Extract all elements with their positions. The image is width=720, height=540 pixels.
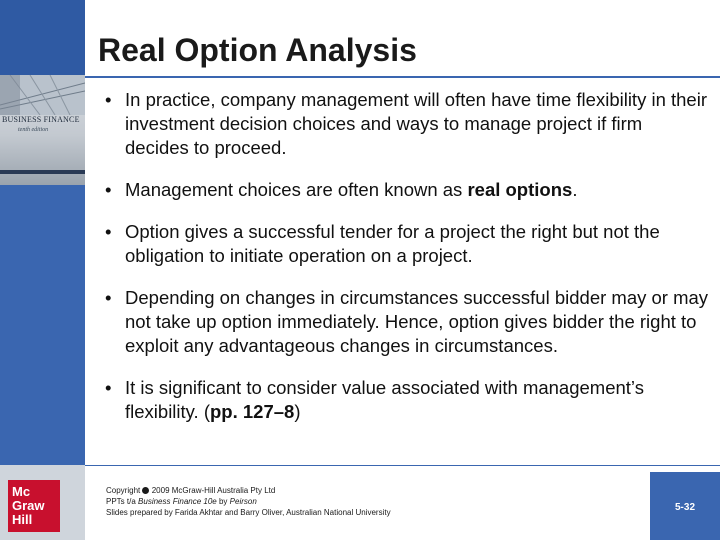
bullet-text-end: .	[572, 179, 578, 200]
bullet-marker: •	[105, 287, 112, 308]
bullet-emphasis: real options	[467, 179, 573, 200]
ppts-label: PPTs t/a	[106, 497, 136, 506]
bullet-item	[105, 376, 710, 424]
logo-line-2: Graw	[12, 498, 45, 513]
bullet-marker: •	[105, 89, 112, 110]
bullet-text: Option gives a successful tender for a project the right but not the obligation to initiate operation on a project.	[125, 221, 660, 266]
mcgraw-hill-logo	[8, 480, 60, 532]
copyright-label: Copyright	[106, 486, 141, 495]
title-divider	[85, 76, 720, 78]
bullet-item	[105, 286, 710, 358]
bullet-text: Depending on changes in circumstances successful bidder may or may not take up option immediately. Hence, option gives bidder the right to exploit any advantageous changes in circumstances.	[125, 287, 709, 356]
left-band-top	[0, 0, 85, 75]
book-name: Business Finance 10e	[138, 497, 217, 506]
bullet-text: It is significant to consider value associated with management’s flexibility. (	[125, 377, 644, 422]
footer-ppts	[106, 496, 391, 507]
bullet-marker: •	[105, 377, 112, 398]
bullet-text: In practice, company management will often have time flexibility in their investment decision choices and ways to manage project if firm decides to proceed.	[125, 89, 707, 158]
book-cover-strip	[0, 170, 85, 174]
bullet-item	[105, 88, 710, 160]
book-cover-title: BUSINESS FINANCE	[2, 115, 80, 124]
by-word: by	[218, 497, 228, 506]
bullet-emphasis: pp. 127–8	[209, 401, 295, 422]
book-cover-graphic	[0, 75, 85, 115]
logo-line-1: Mc	[12, 484, 31, 499]
bullet-item	[105, 178, 710, 202]
publisher-name: Peirson	[229, 497, 257, 506]
footer-credits	[106, 485, 391, 518]
bullet-list	[105, 88, 710, 442]
footer-copyright	[106, 485, 391, 496]
logo-line-3: Hill	[12, 512, 33, 527]
copyright-holder: 2009 McGraw-Hill Australia Pty Ltd	[151, 486, 276, 495]
book-cover-subtitle: tenth edition	[18, 127, 49, 133]
bullet-text-end: )	[294, 401, 301, 422]
footer-divider	[85, 465, 720, 466]
page-number: 5-32	[674, 502, 695, 513]
footer-prepared: Slides prepared by Farida Akhtar and Barry Oliver, Australian National University	[106, 508, 391, 517]
bullet-marker: •	[105, 179, 112, 200]
copyright-icon	[142, 487, 149, 494]
bullet-marker: •	[105, 221, 112, 242]
bullet-item	[105, 220, 710, 268]
slide-title: Real Option Analysis	[98, 32, 417, 68]
page-number-box	[650, 472, 720, 540]
bullet-text: Management choices are often known as	[125, 179, 468, 200]
book-cover-image	[0, 75, 85, 185]
